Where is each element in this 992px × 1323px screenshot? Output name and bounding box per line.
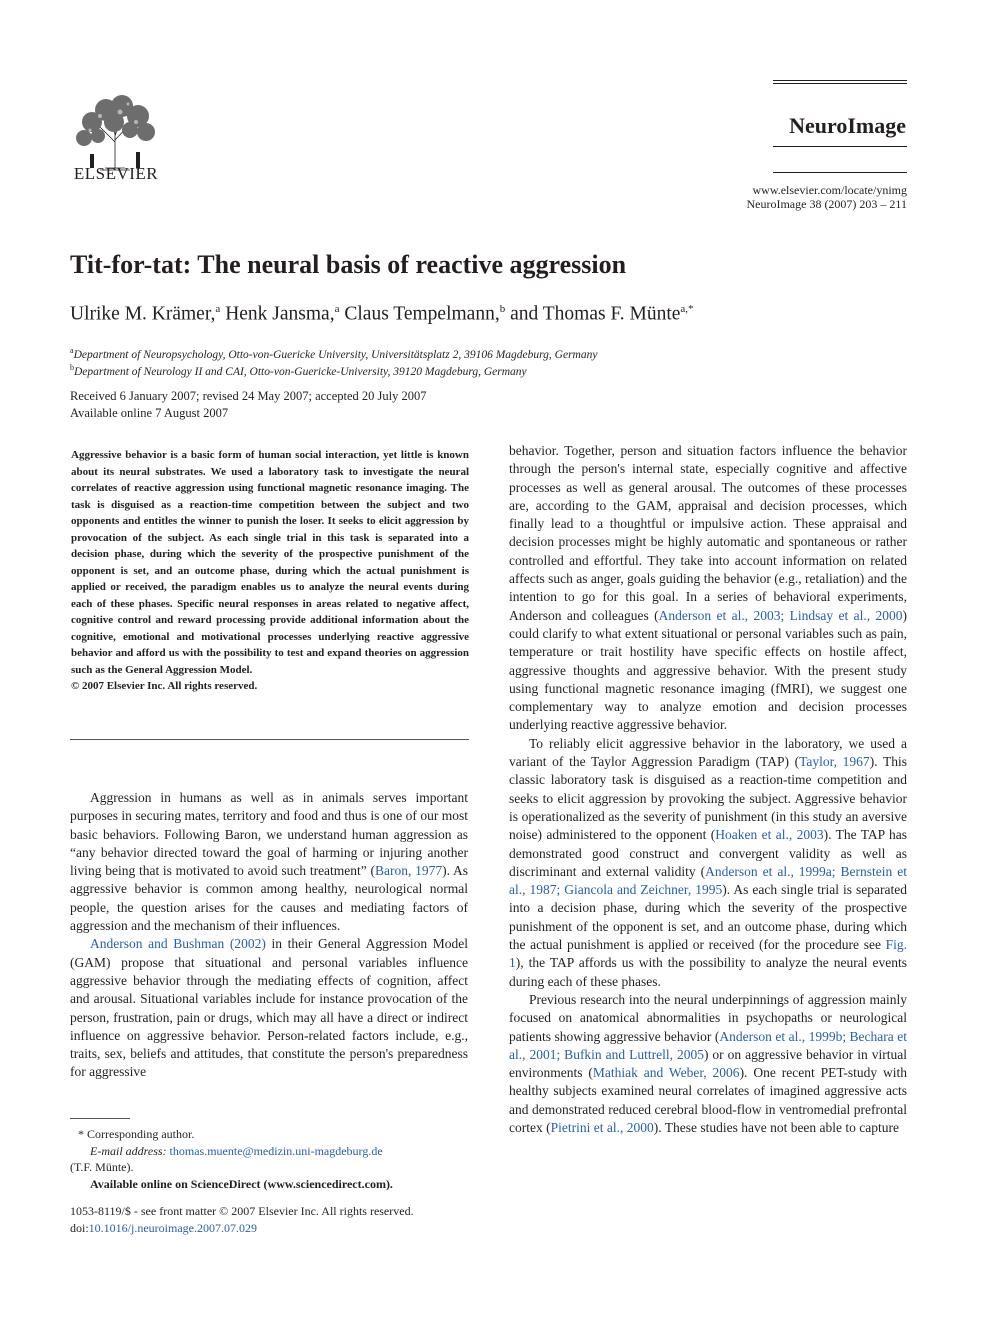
body-paragraph: To reliably elicit aggressive behavior in the laboratory, we used a variant of the Taylor Aggression Paradigm (TAP) (Taylor, 1967). This classic laboratory task is disguised as a reaction-time competition and seeks to elicit aggression by provoking the subject. Aggressive behavior is operationalized as the severity of punishment (in this study an aversive noise) administered to the opponent (Hoaken et al., 2003). The TAP has demonstrated good construct and convergent validity as well as discriminant and external validity (Anderson et al., 1999a; Bernstein et al., 1987; Giancola and Zeichner, 1995). As each single trial is separated into a decision phase, during which the severity of the prospective punishment of the opponent is set, and an outcome phase, during which the actual punishment is applied or received (for the procedure see Fig. 1), the TAP affords us with the possibility to analyze the neural events during each of these phases. [509,735,908,989]
abstract-copyright: © 2007 Elsevier Inc. All rights reserved. [71,680,258,692]
body-paragraph: Previous research into the neural underpinnings of aggression mainly focused on anatomical abnormalities in psychopaths or neurological patients showing aggressive behavior (Anderson et al., 1999b; Bechara et al., 2001; Bufkin and Luttrell, 2005) or on aggressive behavior in virtual environments (Mathiak and Weber, 2006). One recent PET-study with healthy subjects examined neural correlates of imagined aggressive acts and demonstrated reduced cerebral blood-flow in ventromedial prefrontal cortex (Pietrini et al., 2000). These studies have not been able to capture [509,991,908,1135]
received-dates: Received 6 January 2007; revised 24 May 2007; accepted 20 July 2007 [70,389,427,403]
issn-line: 1053-8119/$ - see front matter © 2007 Elsevier Inc. All rights reserved. [70,1204,414,1218]
author-affiliation-mark: a [215,303,221,315]
issn-doi-block [70,1203,414,1237]
author-affiliation-mark: a [334,303,340,315]
body-paragraph: Anderson and Bushman (2002) in their General Aggression Model (GAM) propose that situational and personal variables influence aggressive behavior through the mediating effects of cognition, affect and arousal. Situational variables include for instance provocation of the person, frustration, pain or drugs, which may all have a direct or indirect influence on aggressive behavior. Person-related factors include, e.g., traits, sex, beliefs and attitudes, that constitute the person's preparedness for aggressive [70,936,468,1080]
affiliation-text: Department of Neurology II and CAI, Otto-von-Guericke-University, 39120 Magdeburg, Germany [74,365,527,378]
publisher-wordmark: ELSEVIER [73,164,159,183]
affiliation-b [70,363,527,378]
email-line [70,1143,470,1160]
header-rule-top [773,80,907,81]
citation-link[interactable]: Pietrini et al., 2000 [550,1119,654,1135]
body-paragraph: behavior. Together, person and situation factors influence the behavior through the person's internal state, especially cognitive and affective processes as well as general arousal. The outcomes of these processes are, according to the GAM, appraisal and decision processes, which finally lead to a thoughtful or impulsive action. These appraisal and decision processes might be highly automatic and spontaneous or rather controlled and effortful. They take into account information on related affects such as anger, goals guiding the behavior (e.g., retaliation) and the intention to go for this goal. In a series of behavioral experiments, Anderson and colleagues (Anderson et al., 2003; Lindsay et al., 2000) could clarify to what extent situational or personal variables such as pain, temperature or trait hostility have specific effects on hostile affect, aggressive thoughts and aggressive behavior. With the present study using functional magnetic resonance imaging (fMRI), we suggest one complementary way to analyze emotion and decision processes underlying reactive aggressive behavior. [509,443,907,733]
affiliation-a [70,346,597,361]
author-name: and Thomas F. Münte [510,303,681,325]
author-name: Claus Tempelmann, [344,303,500,325]
header-rule-bottom [773,146,907,147]
footnote-divider [70,1118,130,1119]
author-affiliation-mark: a,* [680,303,694,315]
citation-link[interactable]: Anderson and Bushman (2002) [90,936,266,952]
sciencedirect-note: Available online on ScienceDirect (www.sciencedirect.com). [90,1176,393,1191]
citation-link[interactable]: Anderson et al., 2003; Lindsay et al., 2000 [658,607,903,623]
author-initials: (T.F. Münte). [70,1160,134,1174]
author-affiliation-mark: b [499,303,506,315]
citation-link[interactable]: Anderson et al., 1999b; Bechara et al., 2001; Bufkin and Luttrell, 2005 [509,1028,907,1062]
body-column-right [509,442,907,1137]
footnote [70,1126,470,1192]
citation-link[interactable]: Taylor, 1967 [799,754,870,770]
affiliation-mark: a [70,346,74,355]
email-label: E-mail address: [90,1143,167,1158]
abstract-divider [70,739,469,740]
header-rule-top-2 [773,83,907,84]
citation-link[interactable]: Mathiak and Weber, 2006 [592,1065,740,1081]
citation-link[interactable]: Hoaken et al., 2003 [715,827,824,843]
doi-link[interactable]: 10.1016/j.neuroimage.2007.07.029 [88,1221,257,1235]
author-name: Henk Jansma, [225,303,335,325]
affiliation-mark: b [70,363,74,372]
available-online-date: Available online 7 August 2007 [70,406,229,420]
email-link[interactable]: thomas.muente@medizin.uni-magdeburg.de [169,1143,383,1158]
body-column-left [70,789,468,1082]
body-paragraph: Aggression in humans as well as in animals serves important purposes in securing mates, territory and food and thus is one of our most basic behaviors. Following Baron, we understand human aggression as “any behavior directed toward the goal of harming or injuring another living being that is motivated to avoid such treatment” (Baron, 1977). As aggressive behavior is common among healthy, neurological normal people, the question arises for the causes and mediating factors of aggression and the mechanism of their influences. [70,790,468,934]
doi-line [70,1220,414,1237]
header-rule-bottom-2 [773,172,907,173]
abstract-text: Aggressive behavior is a basic form of human social interaction, yet little is known about its neural substrates. We used a laboratory task to investigate the neural correlates of reactive aggression using functional magnetic resonance imaging. The task is disguised as a reaction-time competition between the subject and two opponents and entitles the winner to punish the loser. It seeks to elicit aggression by provocation of the subject. As each single trial in this task is separated into a decision phase, during which the severity of the prospective punishment of the opponent is set, and an outcome phase, during which the actual punishment is applied or received, the paradigm enables us to analyze the neural events during each of these phases. Specific neural responses in areas related to negative affect, cognitive control and reward processing provide additional information about the cognitive, emotional and motivational processes underlying reactive aggressive behavior and afford us with the possibility to test and expand theories on aggression such as the General Aggression Model. [71,449,469,676]
citation-link[interactable]: Baron, 1977 [375,863,443,879]
journal-url[interactable]: www.elsevier.com/locate/ynimg [752,183,907,197]
journal-name: NeuroImage [789,113,906,138]
citation-link[interactable]: Anderson et al., 1999a; Bernstein et al., 1987; Giancola and Zeichner, 1995 [509,863,907,898]
corresponding-author-note: * Corresponding author. [78,1127,195,1141]
article-title: Tit-for-tat: The neural basis of reactive aggression [70,250,627,279]
figure-link[interactable]: Fig. 1 [509,937,907,971]
author-list [70,303,694,326]
journal-citation: NeuroImage 38 (2007) 203 – 211 [746,197,907,211]
doi-label: doi: [70,1221,89,1235]
affiliation-text: Department of Neuropsychology, Otto-von-Guericke University, Universitätsplatz 2, 39106 Magdeburg, Germany [73,348,598,361]
abstract [71,447,469,695]
author-name: Ulrike M. Krämer, [70,303,216,325]
